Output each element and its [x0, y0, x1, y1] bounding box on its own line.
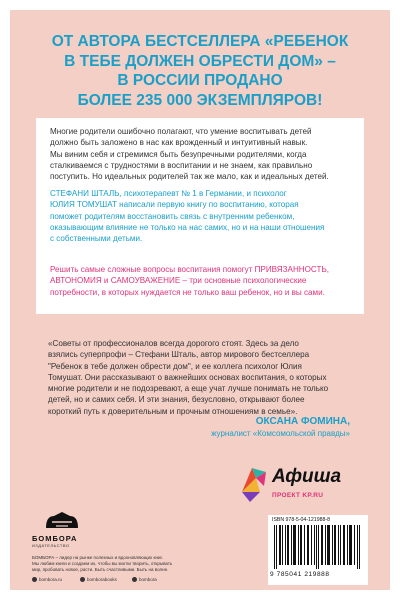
quote-line: «Советы от профессионалов всегда дорогого стоят. Здесь за дело	[48, 339, 299, 348]
description-paragraph-intro	[50, 126, 352, 182]
text-line: СТЕФАНИ ШТАЛЬ, психотерапевт № 1 в Германии, и психолог	[50, 189, 287, 198]
footnote-line: БОМБОРА – лидер на рынке полезных и вдохновляющих книг.	[32, 555, 163, 560]
footnote-line: мир, пробовать новое, расти. Быть счастливыми. Быть на волне.	[32, 567, 169, 572]
vk-icon	[80, 577, 85, 582]
social-link-site[interactable]	[32, 577, 62, 582]
text-line: АВТОНОМИЯ и САМОУВАЖЕНИЕ – три основные психологические	[50, 276, 307, 286]
quote-line: детей, но и самих себя. И эти знания, безусловно, открывают более	[48, 395, 305, 405]
text-line: Многие родители ошибочно полагают, что умение воспитывать детей	[50, 127, 312, 136]
publisher-footnote	[32, 555, 237, 573]
headline-line: В РОССИИ ПРОДАНО	[117, 72, 283, 89]
footnote-line: Мы любим книги и создаем их, чтобы вы могли творить, открывать	[32, 561, 173, 566]
headline-line: ОТ АВТОРА БЕСТСЕЛЛЕРА «РЕБЕНОК	[51, 33, 349, 50]
review-author	[211, 416, 350, 439]
quote-line: "Ребенок в тебе должен обрести дом", и ее коллега психолог Юлия	[48, 361, 302, 371]
afisha-bird-icon	[236, 462, 270, 504]
headline	[10, 32, 390, 110]
quote-line: многие родители и не подозревают, а еще учат лучше понимать не только	[48, 384, 329, 394]
publisher-tagline: ИЗДАТЕЛЬСТВО	[32, 543, 70, 548]
afisha-project-label: ПРОЕКТ KP.RU	[272, 492, 324, 499]
text-line: Мы виним себя и стремимся быть безупречными родителями, когда	[50, 149, 307, 159]
bombora-icon	[42, 510, 82, 532]
text-line: сталкиваемся с трудностями в воспитании и не знаем, как правильно	[50, 160, 313, 170]
afisha-wordmark: Афиша	[272, 466, 342, 487]
text-line: Решить самые сложные вопросы воспитания помогут ПРИВЯЗАННОСТЬ,	[50, 265, 330, 274]
description-paragraph-authors	[50, 188, 352, 244]
text-line: с собственными детьми.	[50, 234, 143, 244]
social-label: bomborabooks	[87, 577, 117, 582]
globe-icon	[32, 577, 37, 582]
social-label: bombora.ru	[39, 577, 63, 582]
headline-line: БОЛЕЕ 235 000 ЭКЗЕМПЛЯРОВ!	[77, 91, 323, 109]
quote-line: Томушат. Они рассказывают о важнейших основах воспитания, о которых	[48, 372, 327, 382]
text-line: поможет родителям восстановить связь с внутренним ребенком,	[50, 211, 295, 221]
social-links	[32, 577, 262, 585]
description-box	[36, 118, 364, 314]
quote-line: короткий путь к доверительным и прочным отношениям в семье».	[48, 406, 298, 416]
barcode-digits: 9 785041 219888	[270, 571, 330, 578]
description-paragraph-needs	[50, 264, 352, 298]
social-label: bombora	[139, 577, 157, 582]
headline-line: В ТЕБЕ ДОЛЖЕН ОБРЕСТИ ДОМ» –	[64, 52, 336, 70]
text-line: поступить. Но идеальных родителей так же мало, как и идеальных детей.	[50, 172, 329, 182]
text-line: ЮЛИЯ ТОМУШАТ написали первую книгу по воспитанию, которая	[50, 200, 299, 210]
text-line: потребности, в которых нуждается не только ваш ребенок, но и вы сами.	[50, 287, 325, 297]
barcode-icon	[272, 525, 364, 569]
social-link-vk[interactable]	[80, 577, 117, 582]
isbn-label: ISBN 978-5-04-121988-8	[272, 517, 330, 523]
text-line: должно быть заложено в нас как врожденный и интуитивный навык.	[50, 138, 308, 148]
book-back-cover	[10, 10, 390, 590]
afisha-logo	[236, 460, 356, 510]
text-line: оказывающим влияние не только на нас самих, но и на наши отношения	[50, 222, 325, 232]
author-name: ОКСАНА ФОМИНА,	[255, 416, 350, 427]
social-link-telegram[interactable]	[132, 577, 157, 582]
barcode-block	[268, 515, 368, 585]
telegram-icon	[132, 577, 137, 582]
publisher-logo	[32, 510, 112, 548]
review-quote	[48, 338, 358, 417]
author-role: журналист «Комсомольской правды»	[211, 429, 350, 438]
publisher-name: БОМБОРА	[32, 534, 78, 543]
quote-line: взялись суперпрофи – Стефани Шталь, автор мирового бестселлера	[48, 350, 310, 360]
